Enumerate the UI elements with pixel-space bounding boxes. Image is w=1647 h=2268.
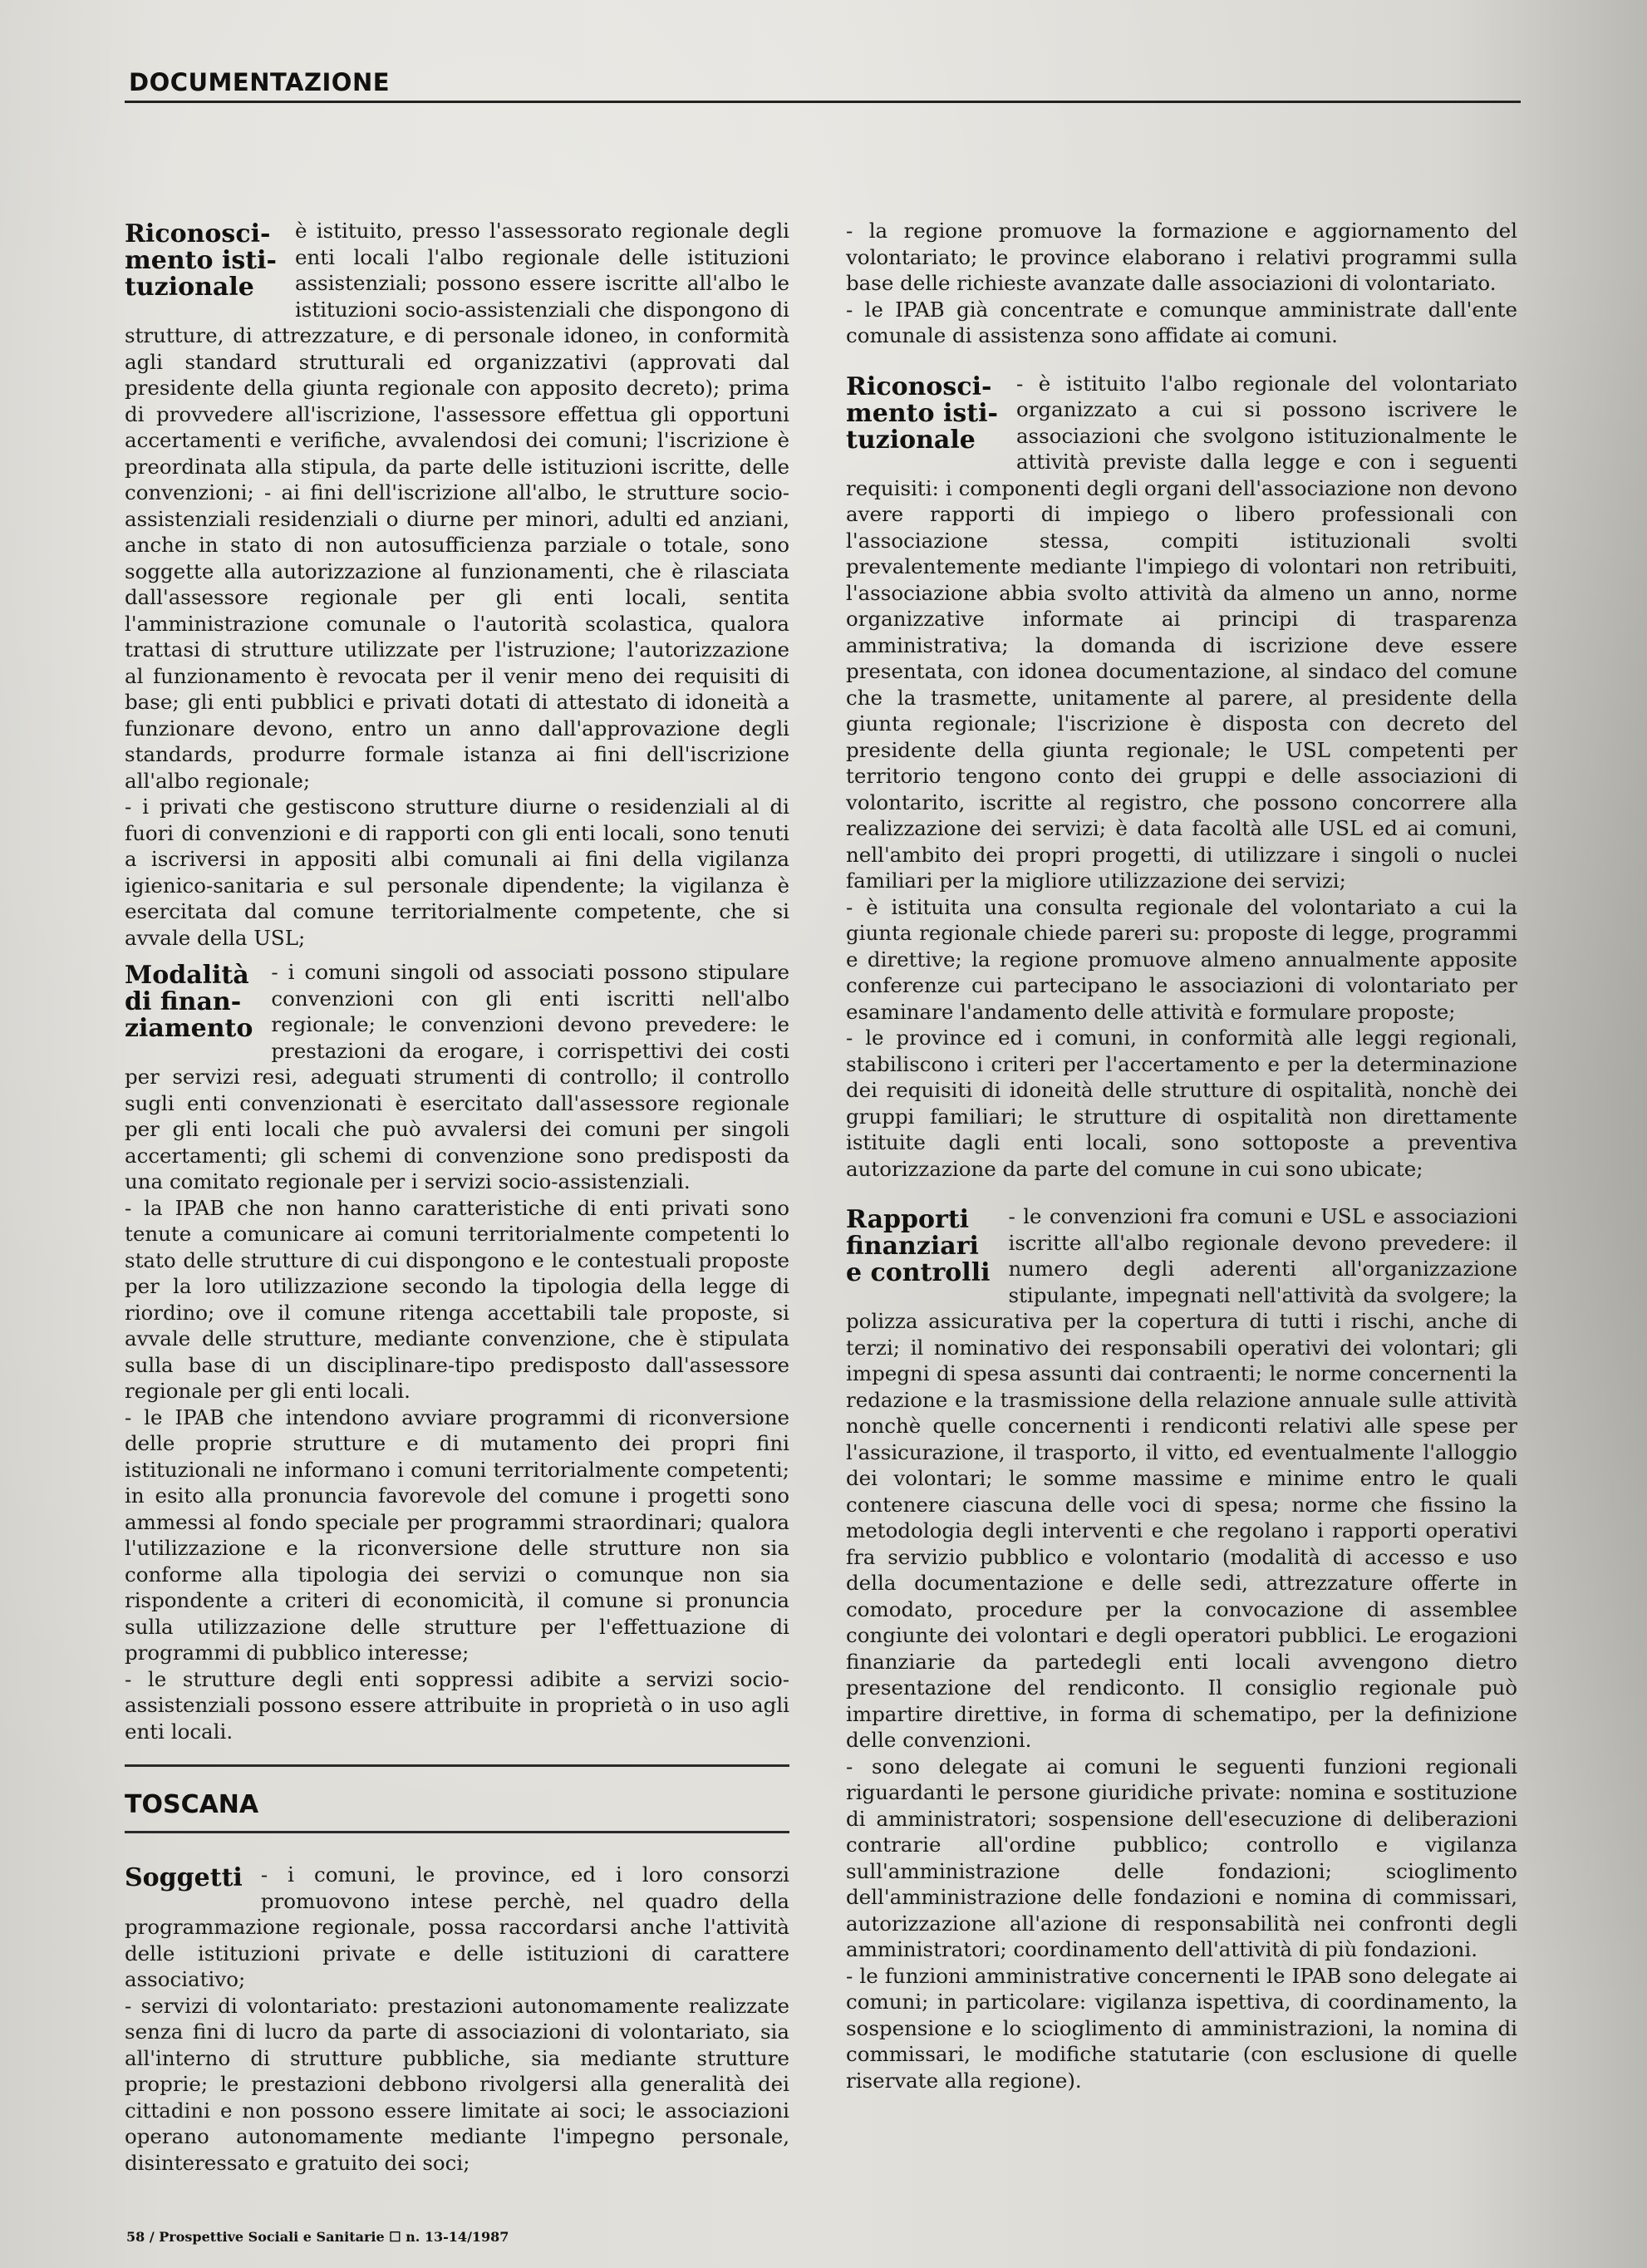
header-rule [125, 101, 1521, 103]
paragraph: - la regione promuove la formazione e aggiornamento del volontariato; le province elaborano i relativi programmi sulla base delle richieste avanzate dalle associazioni di volontariato. [846, 219, 1517, 295]
right-column [846, 218, 1517, 2102]
block-heading: Modalità di finan- ziamento [125, 961, 253, 1043]
paragraph: - la IPAB che non hanno caratteristiche di enti privati sono tenute a comunicare ai comuni territorialmente competenti lo stato delle strutture di cui dispongono e le contestuali proposte per la loro utilizzazione secondo la tipologia della legge di riordino; ove il comune ritenga accettabili tale proposte, si avvale delle strutture, mediante convenzione, che è stipulata sulla base di un disciplinare-tipo predisposto dall'assessore regionale per gli enti locali. [125, 1195, 789, 1403]
section-title: DOCUMENTAZIONE [129, 68, 391, 96]
block-modalita-di-finanziamento [125, 959, 789, 1744]
block-soggetti [125, 1862, 789, 2176]
block-heading: Riconosci- mento isti- tuzionale [846, 371, 998, 455]
region-divider [125, 1831, 789, 1833]
paragraph: - le province ed i comuni, in conformità alle leggi regionali, stabiliscono i criteri per l'accertamento e per la determinazione dei requisiti di idoneità delle strutture di ospitalità, nonchè dei gruppi familiari; le strutture di ospitalità non direttamente istituite dagli enti locali, sono sottoposte a preventiva autorizzazione da parte del comune in cui sono ubicate; [846, 1026, 1517, 1181]
paragraph: - i comuni singoli od associati possono stipulare convenzioni con gli enti iscritti nell'albo regionale; le convenzioni devono prevedere: le prestazioni da erogare, i corrispettivi dei costi per servizi resi, adeguati strumenti di controllo; il controllo sugli enti convenzionati è esercitato dall'assessore regionale per gli enti locali che può avvalersi dei comuni per singoli accertamenti; gli schemi di convenzione sono predisposti da una comitato regionale per i servizi socio-assistenziali. [125, 960, 789, 1193]
section-divider [125, 1764, 789, 1767]
block-heading: Riconosci- mento isti- tuzionale [125, 219, 277, 302]
block-riconoscimento-istituzionale-left [125, 218, 789, 951]
block-heading: Rapporti finanziari e controlli [846, 1205, 991, 1287]
paragraph: - i comuni, le province, ed i loro consorzi promuovono intese perchè, nel quadro della programmazione regionale, possa raccordarsi anche l'attività delle istituzioni private e delle istituzioni di carattere associativo; [125, 1862, 789, 1991]
paragraph: - è istituito l'albo regionale del volontariato organizzato a cui si possono iscrivere le associazioni che svolgono istituzionalmente le attività previste dalla legge e con i seguenti requisiti: i componenti degli organi dell'associazione non devono avere rapporti di impiego o libero professionali con l'associazione stessa, compiti istituzionali svolti prevalentemente mediante l'impiego di volontari non retribuiti, l'associazione abbia svolto attività da almeno un anno, norme organizzative informate ai principi di trasparenza amministrativa; la domanda di iscrizione deve essere presentata, con idonea documentazione, al sindaco del comune che la trasmette, unitamente al parere, al presidente della giunta regionale; l'iscrizione è disposta con decreto del presidente della giunta regionale; le USL competenti per territorio tengono conto dei gruppi e delle associazioni di volontarito, iscritte al registro, che possono concorrere alla realizzazione dei servizi; è data facoltà alle USL ed ai comuni, nell'ambito dei propri progetti, di utilizzare i singoli o nuclei familiari per la migliore utilizzazione dei servizi; [846, 371, 1517, 893]
block-riconoscimento-istituzionale-right [846, 371, 1517, 1183]
paragraph: - sono delegate ai comuni le seguenti funzioni regionali riguardanti le persone giuridiche private: nomina e sostituzione di amministratori; sospensione dell'esecuzione di deliberazioni contrarie all'ordine pubblico; controllo e vigilanza sull'amministrazione delle fondazioni; scioglimento dell'amministrazione delle fondazioni e nomina di commissari, autorizzazione all'azione di responsabilità nei confronti degli amministratori; coordinamento dell'attività di più fondazioni. [846, 1754, 1517, 1961]
paragraph: - le strutture degli enti soppressi adibite a servizi socio-assistenziali possono essere attribuite in proprietà o in uso agli enti locali. [125, 1666, 789, 1744]
paragraph: - i privati che gestiscono strutture diurne o residenziali al di fuori di convenzioni e di rapporti con gli enti locali, sono tenuti a iscriversi in appositi albi comunali ai fini della vigilanza igienico-sanitaria e sul personale dipendente; la vigilanza è esercitata dal comune territorialmente competente, che si avvale della USL; [125, 795, 789, 950]
page-footer: 58 / Prospettive Sociali e Sanitarie ☐ n. 13-14/1987 [126, 2229, 509, 2245]
paragraph: - le IPAB che intendono avviare programmi di riconversione delle proprie strutture e di mutamento dei propri fini istituzionali ne informano i comuni territorialmente competenti; in esito alla pronuncia favorevole del comune i progetti sono ammessi al fondo speciale per programmi straordinari; qualora l'utilizzazione e la riconversione delle strutture non sia conforme alla tipologia dei servizi o comunque non sia rispondente a criteri di economicità, il comune si pronuncia sulla utilizzazione delle strutture per l'effettuazione di programmi di pubblico interesse; [125, 1405, 789, 1665]
paragraph: è istituito, presso l'assessorato regionale degli enti locali l'albo regionale delle istituzioni assistenziali; possono essere iscritte all'albo le istituzioni socio-assistenziali che dispongono di strutture, di attrezzature, e di personale idoneo, in conformità agli standard strutturali ed organizzativi (approvati dal presidente della giunta regionale con apposito decreto); prima di provvedere all'iscrizione, l'assessore effettua gli opportuni accertamenti e verifiche, avvalendosi dei comuni; l'iscrizione è preordinata alla stipula, da parte delle istituzioni iscritte, delle convenzioni; - ai fini dell'iscrizione all'albo, le strutture socio-assistenziali residenziali o diurne per minori, adulti ed anziani, anche in stato di non autosufficienza parziale o totale, sono soggette alla autorizzazione al funzionamenti, che è rilasciata dall'assessore regionale per gli enti locali, sentita l'amministrazione comunale o l'autorità scolastica, qualora trattasi di strutture utilizzate per l'istruzione; l'autorizzazione al funzionamento è revocata per il venir meno dei requisiti di base; gli enti pubblici e privati dotati di attestato di idoneità a funzionare devono, entro un anno dall'approvazione degli standards, produrre formale istanza ai fini dell'iscrizione all'albo regionale; [125, 219, 789, 793]
paragraph: - è istituita una consulta regionale del volontariato a cui la giunta regionale chiede pareri su: proposte di legge, programmi e direttive; la regione promuove almeno annualmente apposite conferenze cui partecipano le associazioni di volontariato per esaminare l'andamento delle attività e formulare proposte; [846, 894, 1517, 1024]
paragraph: - servizi di volontariato: prestazioni autonomamente realizzate senza fini di lucro da parte di associazioni di volontariato, sia all'interno di strutture pubbliche, sia mediante strutture proprie; le prestazioni debbono rivolgersi alla generalità dei cittadini e non possono essere limitate ai soci; le associazioni operano autonomamente mediante l'impegno personale, disinteressato e gratuito dei soci; [125, 1993, 789, 2175]
paragraph: - le IPAB già concentrate e comunque amministrate dall'ente comunale di assistenza sono affidate ai comuni. [846, 297, 1517, 347]
paragraph: - le convenzioni fra comuni e USL e associazioni iscritte all'albo regionale devono prevedere: il numero degli aderenti all'organizzazione stipulante, impegnati nell'attività da svolgere; la polizza assicurativa per la copertura di tutti i rischi, anche di terzi; il nominativo dei responsabili operativi dei volontari; gli impegni di spesa assunti dai contraenti; le norme concernenti la redazione e la trasmissione della relazione annuale sulle attività nonchè quelle concernenti i rendiconti relativi alle spese per l'assicurazione, il trasporto, il vitto, ed eventualmente l'alloggio dei volontari; le somme massime e minime entro le quali contenere ciascuna delle voci di spesa; norme che fissino la metodologia degli interventi e che regolano i rapporti operativi fra servizio pubblico e volontario (modalità di accesso e uso della documentazione e delle sedi, attrezzature offerte in comodato, procedure per la convocazione di assemblee congiunte dei volontari e degli operatori pubblici. Le erogazioni finanziarie da partedegli enti locali avvengono dietro presentazione del rendiconto. Il consiglio regionale può impartire direttive, in forma di schematipo, per la definizione delle convenzioni. [846, 1204, 1517, 1752]
region-title: TOSCANA [125, 1790, 259, 1819]
paragraph: - le funzioni amministrative concernenti le IPAB sono delegate ai comuni; in particolare: vigilanza ispettiva, di coordinamento, la sospensione e lo scioglimento di amministrazioni, la nomina di commissari, le modifiche statutarie (con esclusione di quelle riservate alla regione). [846, 1963, 1517, 2093]
left-column [125, 218, 789, 2184]
block-rapporti-finanziari-e-controlli [846, 1203, 1517, 2093]
block-heading: Soggetti [125, 1863, 243, 1892]
intro-block [846, 218, 1517, 349]
